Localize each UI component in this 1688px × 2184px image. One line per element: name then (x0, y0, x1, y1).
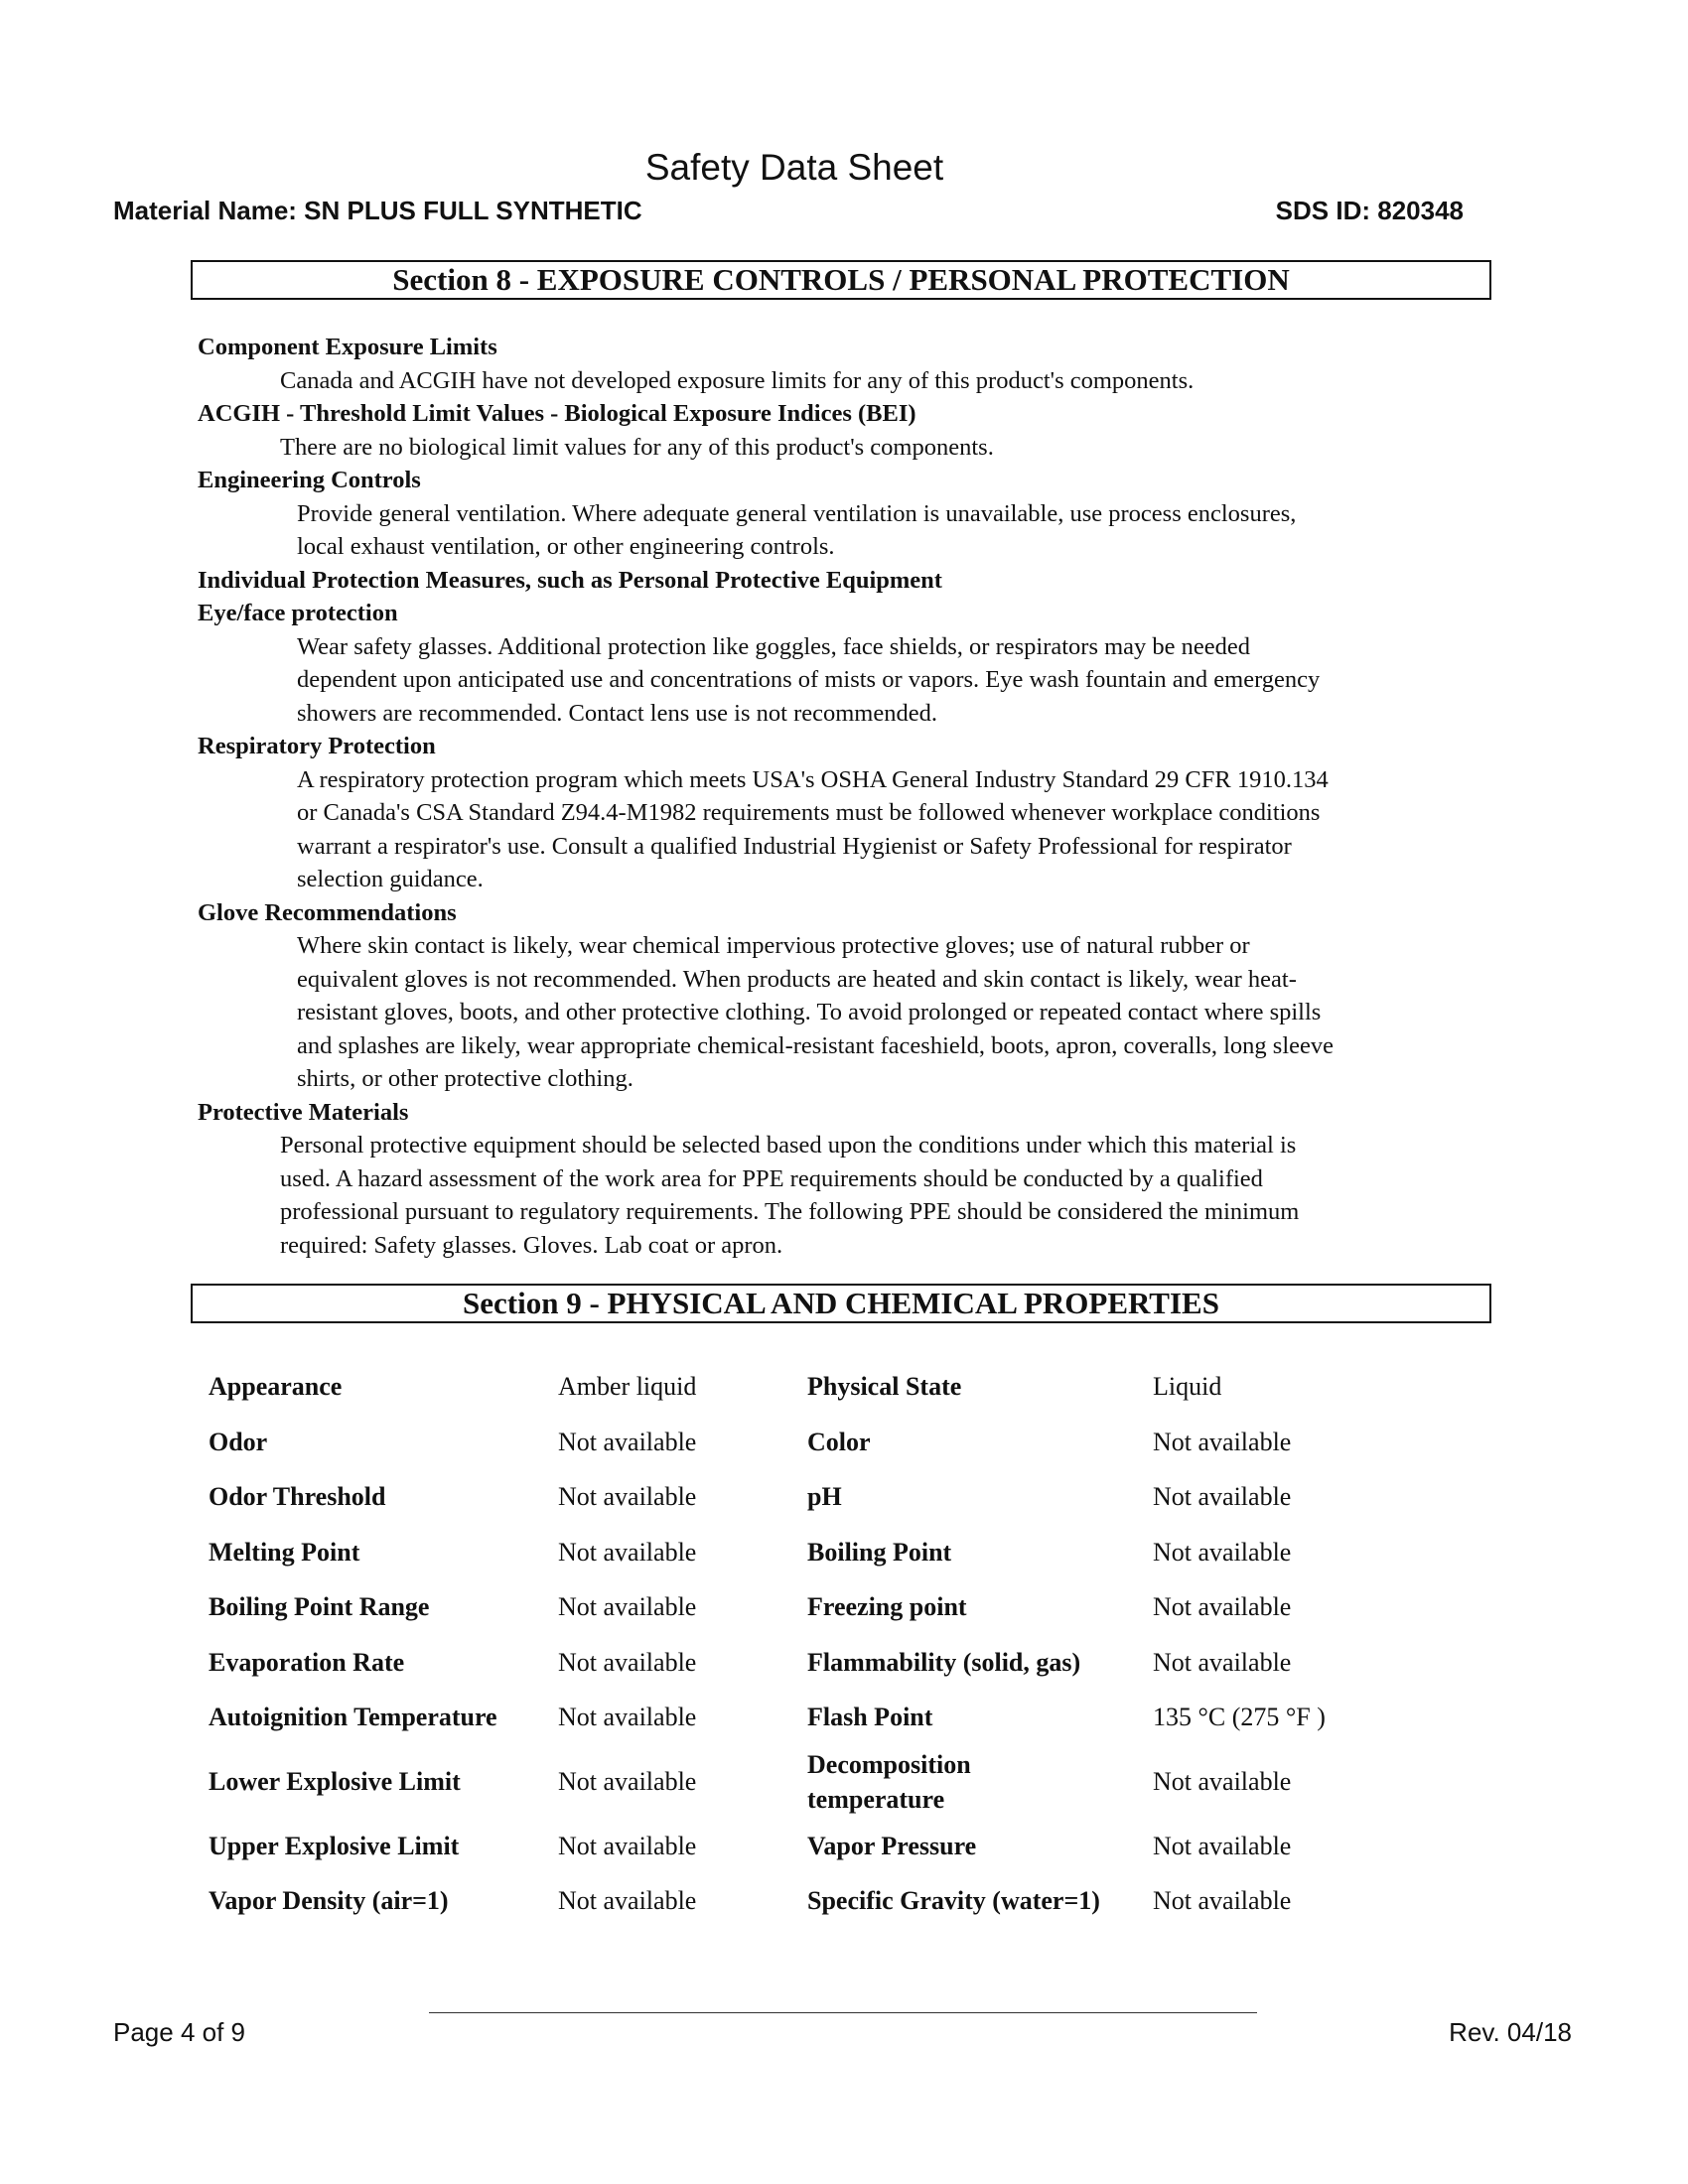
component-limits-heading: Component Exposure Limits (198, 334, 497, 360)
property-value: Liquid (1153, 1372, 1222, 1402)
respiratory-line: or Canada's CSA Standard Z94.4-M1982 requirements must be followed whenever workplace conditions (297, 799, 1321, 826)
table-row (209, 1635, 1411, 1691)
property-value: Not available (558, 1703, 697, 1732)
table-row (209, 1690, 1411, 1745)
protective-materials-heading: Protective Materials (198, 1098, 409, 1126)
property-label: Odor Threshold (209, 1482, 386, 1512)
document-title: Safety Data Sheet (644, 147, 944, 188)
table-row (209, 1415, 1411, 1470)
property-label: Vapor Density (air=1) (209, 1886, 449, 1916)
revision-label: Rev. 04/18 (1449, 2017, 1572, 2047)
table-row (209, 1873, 1411, 1929)
property-value: Not available (1153, 1886, 1292, 1916)
property-value: Not available (1153, 1647, 1292, 1677)
property-value: Not available (1153, 1592, 1292, 1622)
property-value: Not available (558, 1482, 697, 1512)
property-label: Appearance (209, 1372, 343, 1402)
property-value: Not available (1153, 1767, 1292, 1796)
property-value: Not available (558, 1647, 697, 1677)
protective-materials-line: Personal protective equipment should be selected based upon the conditions under which this material is (280, 1132, 1297, 1159)
table-row (209, 1819, 1411, 1874)
glove-line: resistant gloves, boots, and other protective clothing. To avoid prolonged or repeated contact where spills (297, 999, 1322, 1025)
eye-face-line: Wear safety glasses. Additional protection like goggles, face shields, or respirators may be needed (297, 632, 1251, 660)
property-value: Not available (1153, 1537, 1292, 1567)
table-row (209, 1359, 1411, 1415)
respiratory-line: selection guidance. (297, 866, 484, 892)
section-9-heading: Section 9 - PHYSICAL AND CHEMICAL PROPERTIES (191, 1284, 1491, 1323)
property-value: Amber liquid (558, 1372, 697, 1402)
footer-divider (429, 2012, 1257, 2013)
property-label: Odor (209, 1427, 268, 1456)
protective-materials-line: required: Safety glasses. Gloves. Lab coat or apron. (280, 1231, 783, 1259)
property-label: Flammability (solid, gas) (807, 1647, 1081, 1677)
table-row (209, 1469, 1411, 1525)
property-label-line: temperature (807, 1784, 945, 1814)
table-row (209, 1745, 1411, 1819)
protective-materials-line: used. A hazard assessment of the work area for PPE requirements should be conducted by a qualified (280, 1164, 1263, 1192)
section-8-heading: Section 8 - EXPOSURE CONTROLS / PERSONAL PROTECTION (191, 260, 1491, 300)
engineering-line: local exhaust ventilation, or other engineering controls. (297, 533, 835, 560)
property-value: 135 °C (275 °F ) (1153, 1703, 1326, 1732)
acgih-bei-text: There are no biological limit values for any of this product's components. (280, 433, 994, 461)
material-name: Material Name: SN PLUS FULL SYNTHETIC (113, 196, 642, 225)
table-row (209, 1579, 1411, 1635)
property-value: Not available (1153, 1831, 1292, 1860)
property-value: Not available (558, 1767, 697, 1796)
property-value: Not available (558, 1886, 697, 1916)
acgih-bei-heading: ACGIH - Threshold Limit Values - Biological Exposure Indices (BEI) (198, 400, 916, 427)
property-label: Boiling Point Range (209, 1592, 430, 1622)
property-value: Not available (1153, 1482, 1292, 1512)
glove-line: shirts, or other protective clothing. (297, 1065, 633, 1092)
component-limits-text: Canada and ACGIH have not developed exposure limits for any of this product's components. (280, 366, 1195, 394)
eye-face-line: showers are recommended. Contact lens use is not recommended. (297, 699, 937, 727)
page-number: Page 4 of 9 (113, 2017, 245, 2047)
glove-line: equivalent gloves is not recommended. When products are heated and skin contact is likely, wear heat- (297, 965, 1297, 993)
property-label-line: Decomposition (807, 1749, 971, 1779)
property-label: Boiling Point (807, 1537, 952, 1567)
properties-table (209, 1359, 1411, 1929)
property-label: Upper Explosive Limit (209, 1831, 460, 1860)
property-label: Autoignition Temperature (209, 1703, 497, 1732)
property-label: Freezing point (807, 1592, 967, 1622)
property-label: Melting Point (209, 1537, 360, 1567)
property-value: Not available (558, 1537, 697, 1567)
property-label: Physical State (807, 1372, 962, 1402)
respiratory-line: A respiratory protection program which meets USA's OSHA General Industry Standard 29 CFR 1910.134 (297, 765, 1329, 793)
respiratory-line: warrant a respirator's use. Consult a qualified Industrial Hygienist or Safety Professional for respirator (297, 832, 1292, 860)
engineering-heading: Engineering Controls (198, 467, 421, 493)
respiratory-heading: Respiratory Protection (198, 733, 436, 759)
section-8-body (198, 331, 1508, 1262)
engineering-line: Provide general ventilation. Where adequate general ventilation is unavailable, use process enclosures, (297, 499, 1297, 527)
property-value: Not available (558, 1831, 697, 1860)
property-label: Color (807, 1427, 871, 1456)
glove-line: Where skin contact is likely, wear chemical impervious protective gloves; use of natural rubber or (297, 932, 1250, 959)
protective-materials-line: professional pursuant to regulatory requirements. The following PPE should be considered the minimum (280, 1198, 1300, 1225)
property-value: Not available (558, 1592, 697, 1622)
property-label: Evaporation Rate (209, 1647, 405, 1677)
property-label: pH (807, 1482, 842, 1512)
eye-face-line: dependent upon anticipated use and concentrations of mists or vapors. Eye wash fountain and emergency (297, 666, 1321, 693)
eye-face-heading: Eye/face protection (198, 600, 398, 626)
glove-heading: Glove Recommendations (198, 898, 457, 926)
glove-line: and splashes are likely, wear appropriate chemical-resistant faceshield, boots, apron, coveralls, long sleeve (297, 1031, 1335, 1059)
property-value: Not available (558, 1427, 697, 1456)
property-value: Not available (1153, 1427, 1292, 1456)
individual-protection-heading: Individual Protection Measures, such as Personal Protective Equipment (198, 566, 942, 594)
property-label (807, 1745, 1153, 1819)
property-label: Vapor Pressure (807, 1831, 977, 1860)
property-label: Flash Point (807, 1703, 933, 1732)
property-label: Specific Gravity (water=1) (807, 1886, 1100, 1916)
property-label: Lower Explosive Limit (209, 1767, 461, 1796)
table-row (209, 1525, 1411, 1580)
sds-id: SDS ID: 820348 (1275, 196, 1464, 225)
